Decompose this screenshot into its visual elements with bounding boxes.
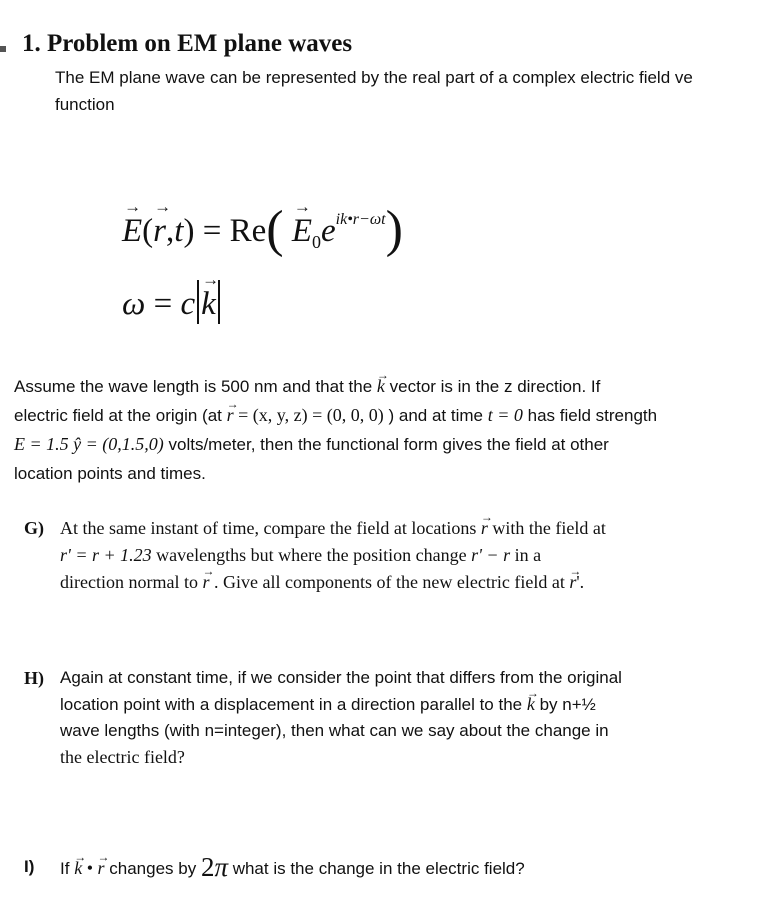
para-line-1 — [14, 372, 771, 401]
vector-E: → E — [122, 213, 142, 250]
displaced-position: r' = r + 1.23 — [60, 545, 152, 565]
q-text: direction normal to — [60, 572, 198, 592]
assumption-paragraph — [14, 372, 771, 488]
question-h-body — [60, 665, 770, 770]
vector-r-inline: → r — [98, 853, 105, 883]
q-text: what is the change in the electric field? — [232, 859, 525, 878]
para-text: vector is in the z direction. If — [389, 377, 601, 396]
intro-line-2: function — [55, 95, 115, 114]
exponent: ik•r−ωt — [335, 211, 386, 228]
q-text: wavelengths but where the position change — [156, 545, 467, 565]
eq-equals: = — [202, 213, 222, 249]
symbol-c: c — [180, 286, 196, 322]
q-text: '. — [576, 572, 585, 592]
question-g-line-3 — [60, 569, 770, 596]
origin-coords: = (x, y, z) = (0, 0, 0) — [238, 405, 384, 425]
question-g-line-2 — [60, 542, 770, 569]
para-text: volts/meter, then the functional form gives the field at other — [168, 435, 609, 454]
q-text: location point with a displacement in a direction parallel to the — [60, 695, 523, 714]
para-text: Assume the wave length is 500 nm and that the — [14, 377, 373, 396]
field-equation — [122, 195, 403, 258]
problem-title: Problem on EM plane waves — [47, 30, 353, 57]
para-line-3 — [14, 430, 771, 459]
q-text: . Give all components of the new electric field at — [213, 572, 565, 592]
question-g-line-1 — [60, 515, 770, 542]
vector-E0: → E — [292, 213, 312, 250]
q-text: by n+½ — [539, 695, 596, 714]
heading-bullet — [0, 46, 6, 52]
eq-comma: , — [166, 213, 175, 249]
question-h-line-4: the electric field? — [60, 747, 185, 767]
problem-number: 1. — [22, 30, 41, 57]
real-part-operator: Re — [229, 213, 267, 249]
eq-paren-close: ) — [183, 213, 195, 249]
vector-k-inline: → k — [377, 372, 385, 401]
dot-operator: • — [86, 858, 93, 878]
para-line-4: location points and times. — [14, 464, 206, 483]
intro-line-1: The EM plane wave can be represented by the real part of a complex electric field ve — [55, 68, 693, 87]
question-h-line-3: wave lengths (with n=integer), then what can we say about the change in — [60, 721, 609, 740]
question-h-line-2 — [60, 691, 770, 718]
abs-bar-left — [197, 280, 199, 324]
q-text: At the same instant of time, compare the field at locations — [60, 518, 477, 538]
para-text: has field strength — [527, 406, 658, 425]
symbol-t: t — [174, 213, 184, 249]
question-h-label: H) — [24, 668, 44, 688]
vector-r-inline: → r — [569, 569, 576, 596]
symbol-omega: ω — [122, 286, 146, 322]
vector-k-inline: → k — [74, 853, 82, 883]
q-text: in a — [514, 545, 542, 565]
big-paren-open: ( — [266, 201, 284, 258]
time-zero: t = 0 — [487, 405, 523, 425]
para-line-2 — [14, 401, 771, 430]
q-text: changes by — [109, 859, 197, 878]
vector-k-inline: → k — [527, 691, 535, 717]
vector-k: → k — [201, 286, 216, 323]
question-i-label: I) — [24, 857, 35, 876]
question-h-line-1: Again at constant time, if we consider the point that differs from the original — [60, 668, 622, 687]
problem-heading — [22, 30, 352, 58]
q-text: with the field at — [492, 518, 606, 538]
position-change: r' − r — [471, 545, 511, 565]
q-text: If — [60, 859, 70, 878]
field-strength-value: E = 1.5 ŷ = (0,1.5,0) — [14, 434, 164, 454]
two: 2 — [200, 852, 215, 882]
para-text: ) and at time — [388, 406, 483, 425]
para-text: electric field at the origin (at — [14, 406, 222, 425]
vector-r: → r — [153, 213, 166, 250]
big-paren-close: ) — [385, 201, 403, 258]
question-i-body — [60, 852, 770, 884]
question-g-label: G) — [24, 518, 44, 538]
eq-paren-open: ( — [142, 213, 154, 249]
intro-text — [55, 64, 771, 118]
vector-r-inline: → r — [481, 515, 488, 542]
question-g-body — [60, 515, 770, 596]
question-i-line — [60, 852, 770, 884]
vector-r-inline: → r — [202, 569, 209, 596]
dispersion-equation — [122, 280, 222, 324]
subscript-zero: 0 — [311, 232, 321, 252]
exp-base: e — [320, 213, 336, 249]
vector-r-inline: → r — [227, 401, 234, 430]
eq2-equals: = — [153, 286, 173, 322]
two-pi — [201, 852, 228, 882]
pi-symbol: π — [214, 852, 228, 882]
